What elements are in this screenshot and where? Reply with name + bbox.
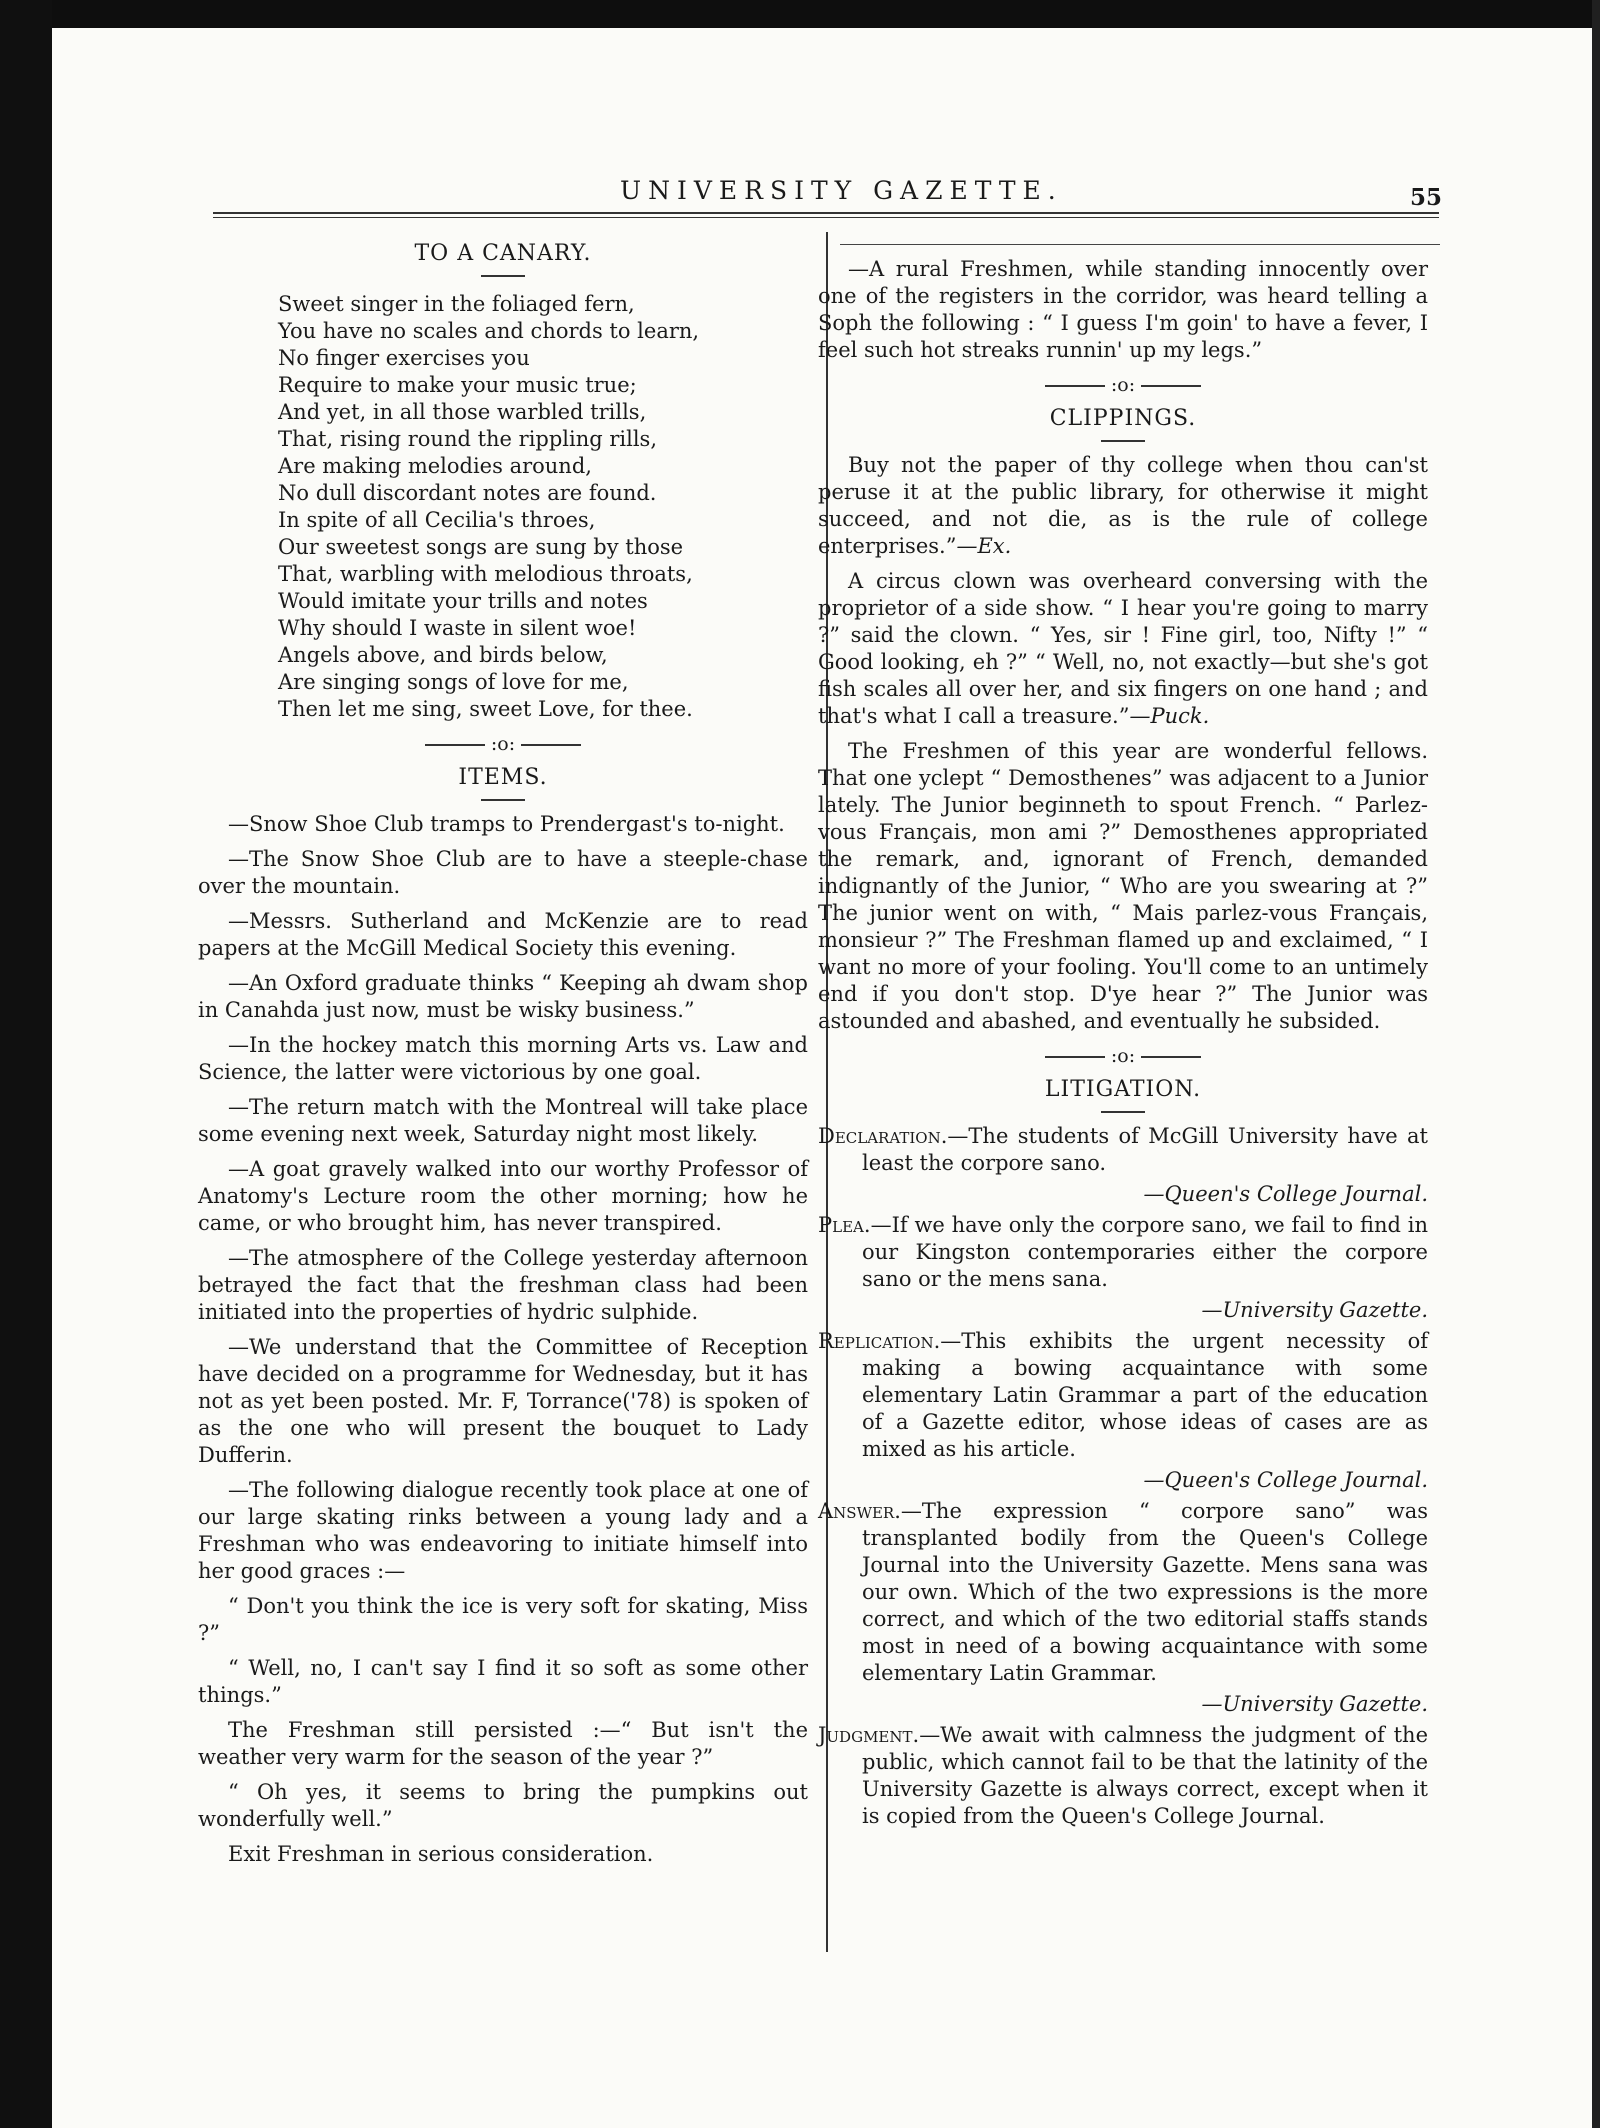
title-rule (1101, 440, 1145, 442)
poem-line: Our sweetest songs are sung by those (278, 535, 684, 559)
left-column (198, 240, 808, 1876)
attribution: —University Gazette. (1201, 1298, 1428, 1322)
dialogue-line: The Freshman still persisted :—“ But isn't the weather very warm for the season of the year ?” (198, 1718, 808, 1769)
poem-line: That, rising round the rippling rills, (278, 427, 658, 451)
replication-entry: Replication.—This exhibits the urgent necessity of making a bowing acquaintance with some elementary Latin Grammar a part of the education of a Gazette editor, whose ideas of cases are as mixed as his article. (818, 1329, 1428, 1461)
declaration-entry: Declaration.—The students of McGill University have at least the corpore sano. (818, 1124, 1428, 1175)
intro-paragraph: —A rural Freshmen, while standing innocently over one of the registers in the corridor, was heard telling a Soph the following : “ I guess I'm goin' to have a fever, I feel such hot streaks runnin' up my legs.” (818, 257, 1428, 362)
item-paragraph: —We understand that the Committee of Reception have decided on a programme for Wednesday, but it has not as yet been posted. Mr. F, Torrance('78) is spoken of as the one who will present the bouquet to Lady Dufferin. (198, 1335, 808, 1467)
item-paragraph: —The return match with the Montreal will take place some evening next week, Saturday night most likely. (198, 1095, 808, 1146)
litigation-title: LITIGATION. (1044, 1077, 1202, 1102)
poem-line: Angels above, and birds below, (278, 643, 608, 667)
column-top-rule (840, 244, 1440, 245)
header-rule (213, 212, 1439, 214)
plea-entry: Plea.—If we have only the corpore sano, we fail to find in our Kingston contemporaries either the corpore sano or the mens sana. (818, 1213, 1428, 1291)
poem-line: Sweet singer in the foliaged fern, (278, 292, 635, 316)
answer-entry: Answer.—The expression “ corpore sano” was transplanted bodily from the Queen's College Journal into the University Gazette. Mens sana was our own. Which of the two expressions is the more correct, and which of the two editorial staffs stands most in need of a bowing acquaintance with some elementary Latin Grammar. (818, 1499, 1428, 1685)
poem-line: And yet, in all those warbled trills, (278, 400, 647, 424)
poem-line: Require to make your music true; (278, 373, 637, 397)
scan-border-left (0, 0, 52, 2128)
item-paragraph: —The atmosphere of the College yesterday afternoon betrayed the fact that the freshman class had been initiated into the properties of hydric sulphide. (198, 1246, 808, 1324)
title-rule (1101, 1111, 1145, 1113)
item-paragraph: —The following dialogue recently took place at one of our large skating rinks between a young lady and a Freshman who was endeavoring to initiate himself into her good graces :— (198, 1478, 808, 1583)
items-title: ITEMS. (458, 765, 548, 790)
attribution: —University Gazette. (1201, 1692, 1428, 1716)
dialogue-line: Exit Freshman in serious consideration. (228, 1842, 654, 1866)
poem-title: TO A CANARY. (414, 241, 592, 266)
poem-line: In spite of all Cecilia's throes, (278, 508, 596, 532)
clipping-source: —Ex. (956, 534, 1012, 558)
clipping-source: —Puck. (1129, 704, 1210, 728)
running-header: UNIVERSITY GAZETTE. (620, 176, 1063, 205)
title-rule (481, 799, 525, 801)
right-column (818, 256, 1428, 1834)
poem-line: Why should I waste in silent woe! (278, 616, 637, 640)
dialogue-line: “ Well, no, I can't say I find it so soft as some other things.” (198, 1656, 808, 1707)
title-rule (481, 275, 525, 277)
poem-line: Would imitate your trills and notes (278, 589, 648, 613)
poem (278, 291, 808, 723)
clipping-paragraph: Buy not the paper of thy college when thou can'st peruse it at the public library, for otherwise it might succeed, and not die, as is the rule of college enterprises.”—Ex. (818, 453, 1428, 558)
dialogue-line: “ Don't you think the ice is very soft for skating, Miss ?” (198, 1594, 808, 1645)
poem-line: Are making melodies around, (278, 454, 592, 478)
item-paragraph: —In the hockey match this morning Arts vs. Law and Science, the latter were victorious by one goal. (198, 1033, 808, 1084)
poem-line: No finger exercises you (278, 346, 530, 370)
poem-line: Are singing songs of love for me, (278, 670, 629, 694)
dialogue-line: “ Oh yes, it seems to bring the pumpkins out wonderfully well.” (198, 1780, 808, 1831)
attribution: —Queen's College Journal. (1143, 1468, 1428, 1492)
poem-line: Then let me sing, sweet Love, for thee. (278, 697, 693, 721)
item-paragraph: —Messrs. Sutherland and McKenzie are to read papers at the McGill Medical Society this evening. (198, 909, 808, 960)
section-divider: :o: (818, 372, 1428, 399)
attribution: —Queen's College Journal. (1143, 1182, 1428, 1206)
scan-border-top (0, 0, 1600, 28)
clipping-paragraph: The Freshmen of this year are wonderful fellows. That one yclept “ Demosthenes” was adjacent to a Junior lately. The Junior beginneth to spout French. “ Parlez-vous Français, mon ami ?” Demosthenes appropriated the remark, and, ignorant of French, demanded indignantly of the Junior, “ Who are you swearing at ?” The junior went on with, “ Mais parlez-vous Français, monsieur ?” The Freshman flamed up and exclaimed, “ I want no more of your fooling. You'll come to an untimely end if you don't stop. D'ye hear ?” The Junior was astounded and abashed, and eventually he subsided. (818, 739, 1428, 1033)
scan-border-right (1592, 0, 1600, 2128)
header-rule-thin (213, 217, 1439, 218)
poem-line: That, warbling with melodious throats, (278, 562, 693, 586)
section-divider: :o: (198, 731, 808, 758)
clipping-paragraph: A circus clown was overheard conversing with the proprietor of a side show. “ I hear you're going to marry ?” said the clown. “ Yes, sir ! Fine girl, too, Nifty !” “ Good looking, eh ?” “ Well, no, not exactly—but she's got fish scales all over her, and six fingers on one hand ; and that's what I call a treasure.”—Puck. (818, 569, 1428, 728)
poem-line: You have no scales and chords to learn, (278, 319, 700, 343)
section-divider: :o: (818, 1043, 1428, 1070)
item-paragraph: —Snow Shoe Club tramps to Prendergast's to-night. (228, 812, 785, 836)
page-number: 55 (1410, 184, 1443, 211)
poem-line: No dull discordant notes are found. (278, 481, 657, 505)
judgment-entry: Judgment.—We await with calmness the judgment of the public, which cannot fail to be that the latinity of the University Gazette is always correct, except when it is copied from the Queen's College Journal. (818, 1723, 1428, 1828)
item-paragraph: —An Oxford graduate thinks “ Keeping ah dwam shop in Canahda just now, must be wisky business.” (198, 971, 808, 1022)
item-paragraph: —A goat gravely walked into our worthy Professor of Anatomy's Lecture room the other morning; how he came, or who brought him, has never transpired. (198, 1157, 808, 1235)
item-paragraph: —The Snow Shoe Club are to have a steeple-chase over the mountain. (198, 847, 808, 898)
clippings-title: CLIPPINGS. (1049, 406, 1197, 431)
